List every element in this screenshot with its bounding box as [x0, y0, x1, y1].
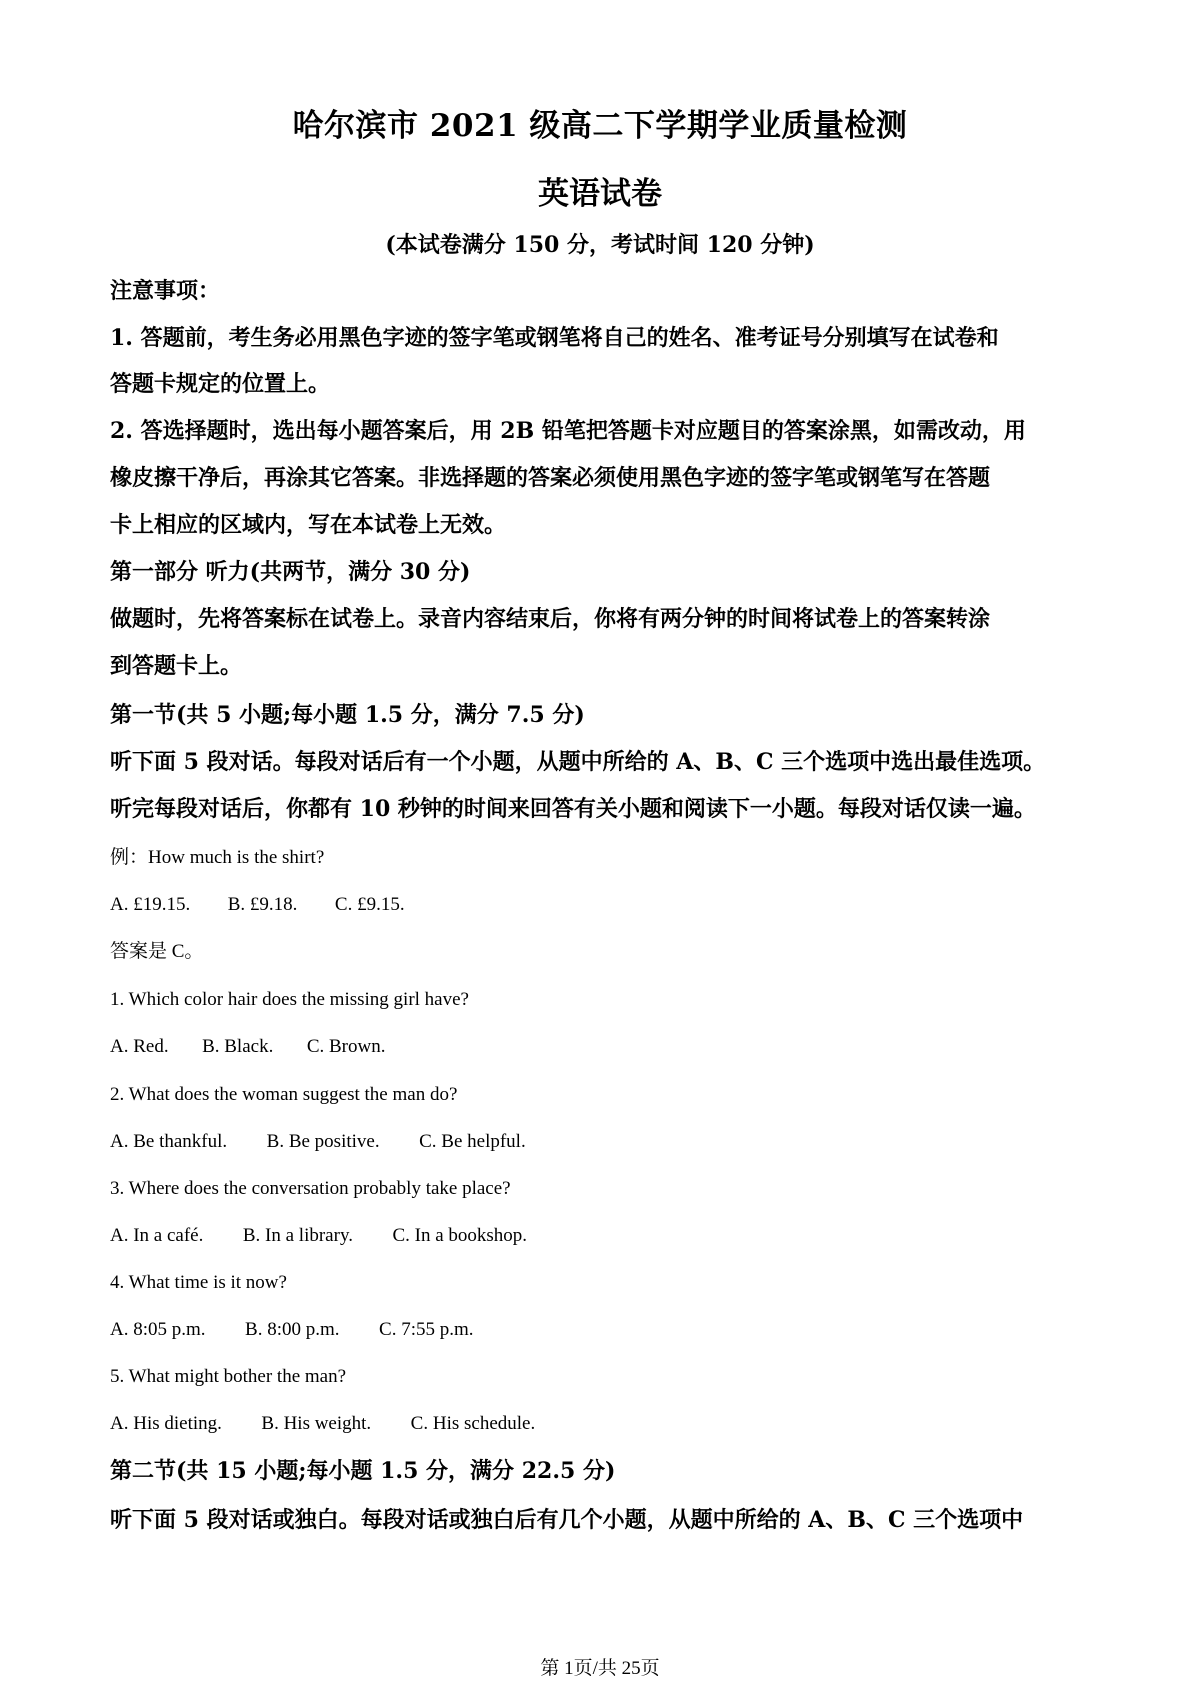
note-item-1-line-2: 答题卡规定的位置上。 [110, 371, 331, 397]
exam-title: 哈尔滨市 2021 级高二下学期学业质量检测 [292, 108, 908, 144]
question-5-options [110, 1409, 535, 1439]
exam-subtitle: 英语试卷 [538, 176, 662, 212]
question-3: 3. Where does the conversation probably take place? [110, 1178, 511, 1199]
question-1: 1. Which color hair does the missing girl have? [110, 989, 469, 1010]
note-item-2-line-2: 橡皮擦干净后，再涂其它答案。非选择题的答案必须使用黑色字迹的签字笔或钢笔写在答题 [110, 465, 991, 491]
example-question: 例：How much is the shirt? [110, 847, 325, 868]
question-4: 4. What time is it now? [110, 1272, 287, 1293]
question-1-option-c: C. Brown. [306, 1036, 386, 1057]
question-1-option-a: A. Red. [110, 1036, 169, 1057]
section2-heading: 第二节(共 15 小题;每小题 1.5 分，满分 22.5 分) [110, 1458, 616, 1484]
example-answer: 答案是 C。 [110, 941, 204, 962]
part1-heading: 第一部分 听力(共两节，满分 30 分) [110, 559, 471, 585]
question-2: 2. What does the woman suggest the man do? [110, 1084, 458, 1105]
section1-instruction-line-2: 听完每段对话后，你都有 10 秒钟的时间来回答有关小题和阅读下一小题。每段对话仅读一遍。 [110, 796, 1036, 822]
exam-note: (本试卷满分 150 分，考试时间 120 分钟) [385, 232, 815, 258]
example-option-c: C. £9.15. [334, 894, 405, 915]
section2-instruction-line-1: 听下面 5 段对话或独白。每段对话或独白后有几个小题，从题中所给的 A、B、C 三个选项中 [110, 1507, 1024, 1533]
question-5-option-a: A. His dieting. [110, 1413, 222, 1434]
example-option-b: B. £9.18. [227, 894, 298, 915]
question-3-option-b: B. In a library. [242, 1225, 353, 1246]
page-number: 第 1页/共 25页 [540, 1658, 660, 1679]
example-option-a: A. £19.15. [110, 894, 191, 915]
question-4-options [110, 1315, 474, 1345]
example-options [110, 890, 405, 920]
question-3-option-a: A. In a café. [110, 1225, 204, 1246]
question-2-option-b: B. Be positive. [266, 1131, 380, 1152]
note-item-1-line-1: 1. 答题前，考生务必用黑色字迹的签字笔或钢笔将自己的姓名、准考证号分别填写在试卷和 [110, 325, 999, 351]
question-1-option-b: B. Black. [202, 1036, 274, 1057]
question-1-options [110, 1032, 385, 1062]
question-5-option-b: B. His weight. [261, 1413, 372, 1434]
question-3-option-c: C. In a bookshop. [392, 1225, 528, 1246]
question-3-options [110, 1221, 527, 1251]
section1-heading: 第一节(共 5 小题;每小题 1.5 分，满分 7.5 分) [110, 702, 585, 728]
question-4-option-b: B. 8:00 p.m. [245, 1319, 340, 1340]
question-2-options [110, 1127, 526, 1157]
question-2-option-c: C. Be helpful. [419, 1131, 526, 1152]
section1-instruction-line-1: 听下面 5 段对话。每段对话后有一个小题，从题中所给的 A、B、C 三个选项中选出最佳选项。 [110, 749, 1046, 775]
question-4-option-a: A. 8:05 p.m. [110, 1319, 206, 1340]
question-2-option-a: A. Be thankful. [110, 1131, 228, 1152]
note-item-2-line-3: 卡上相应的区域内，写在本试卷上无效。 [110, 512, 507, 538]
question-5: 5. What might bother the man? [110, 1366, 347, 1387]
part1-intro-line-1: 做题时，先将答案标在试卷上。录音内容结束后，你将有两分钟的时间将试卷上的答案转涂 [110, 606, 991, 632]
question-4-option-c: C. 7:55 p.m. [379, 1319, 474, 1340]
part1-intro-line-2: 到答题卡上。 [110, 653, 243, 679]
notes-heading: 注意事项： [110, 278, 221, 304]
question-5-option-c: C. His schedule. [410, 1413, 536, 1434]
note-item-2-line-1: 2. 答选择题时，选出每小题答案后，用 2B 铅笔把答题卡对应题目的答案涂黑，如需改动，用 [110, 418, 1026, 444]
